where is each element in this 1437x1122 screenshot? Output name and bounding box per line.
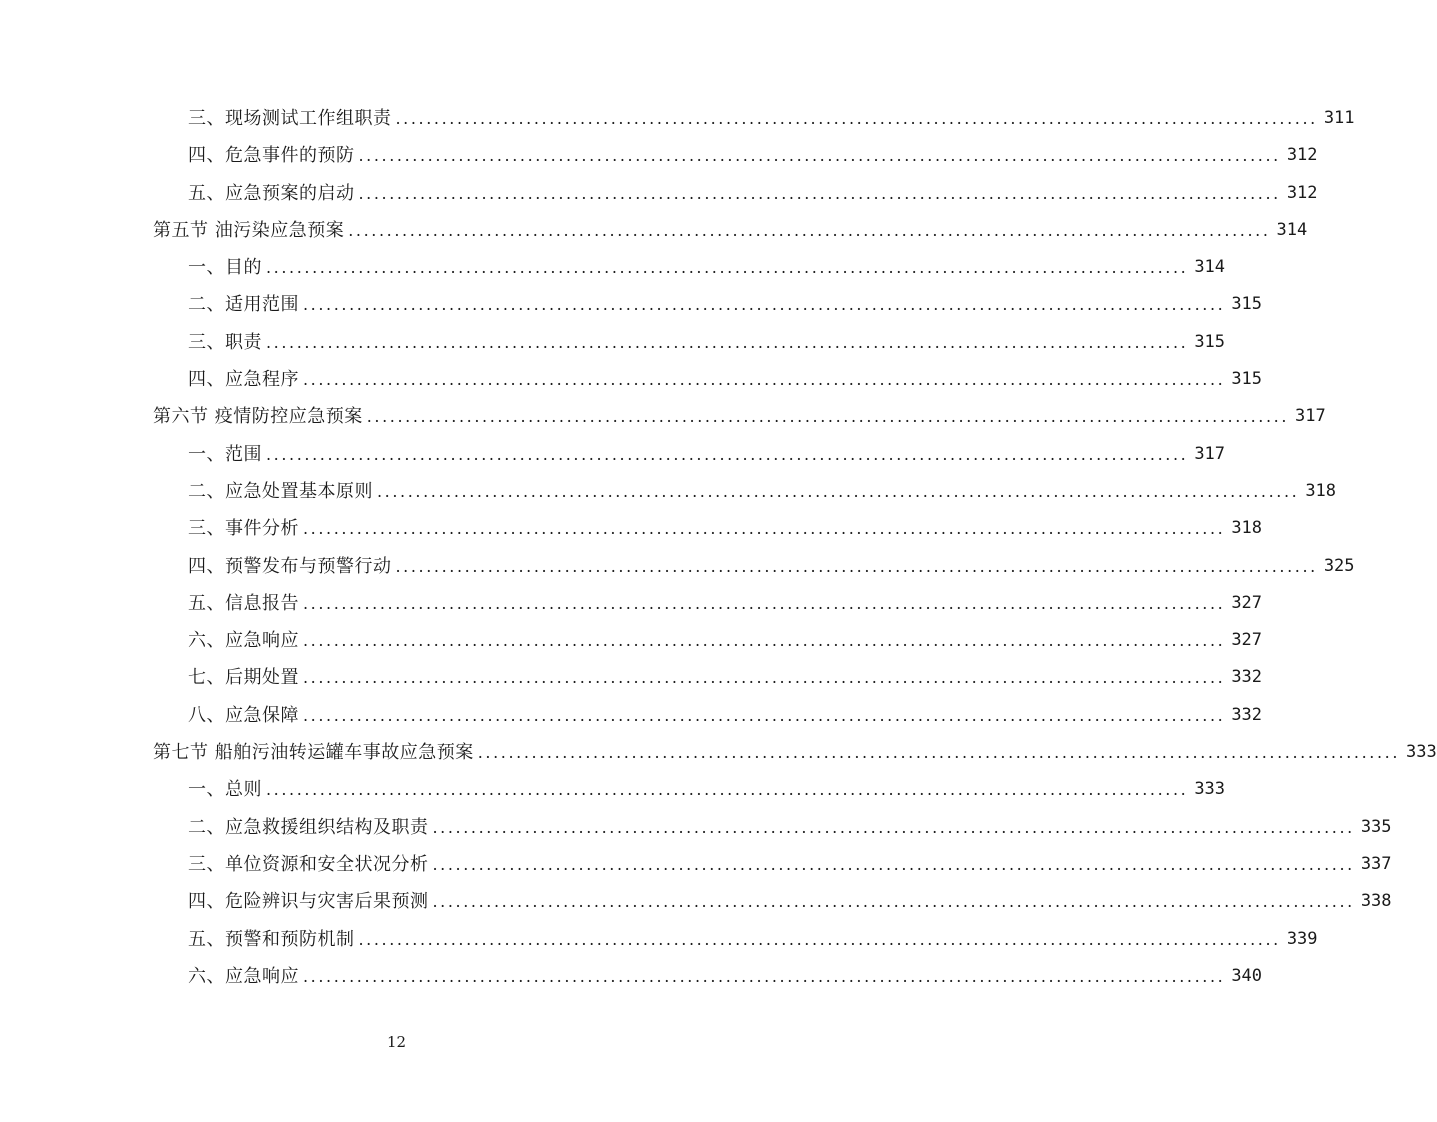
toc-entry-page-number: 340 xyxy=(1231,965,1263,986)
toc-entry-page-number: 314 xyxy=(1276,219,1308,240)
toc-entry-page-number: 333 xyxy=(1194,779,1226,800)
toc-entry-page-number: 314 xyxy=(1194,257,1226,278)
toc-entry-page-number: 318 xyxy=(1231,518,1263,539)
toc-dot-leader: ........................................................................................................................ xyxy=(303,668,1226,688)
toc-dot-leader: ........................................................................................................................ xyxy=(266,332,1189,352)
toc-dot-leader: ........................................................................................................................ xyxy=(266,444,1189,464)
toc-entry-title: 二、应急处置基本原则 xyxy=(188,480,373,502)
toc-entry-page-number: 333 xyxy=(1406,742,1437,763)
toc-subsection-entry[interactable] xyxy=(0,249,1226,286)
toc-subsection-entry[interactable] xyxy=(0,361,1263,398)
toc-entry-page-number: 315 xyxy=(1231,294,1263,315)
toc-entry-title: 四、应急程序 xyxy=(188,369,299,391)
toc-dot-leader: ........................................................................................................................ xyxy=(395,109,1318,128)
toc-entry-title: 五、信息报告 xyxy=(188,592,299,614)
toc-subsection-entry[interactable] xyxy=(0,548,1355,585)
toc-entry-page-number: 317 xyxy=(1194,443,1226,464)
toc-entry-title: 三、职责 xyxy=(188,331,262,353)
toc-entry-title: 四、危急事件的预防 xyxy=(188,145,355,167)
toc-entry-title: 四、危险辨识与灾害后果预测 xyxy=(188,891,429,913)
toc-dot-leader: ........................................................................................................................ xyxy=(303,295,1226,315)
toc-dot-leader: ........................................................................................................................ xyxy=(432,892,1355,912)
toc-entry-title: 七、后期处置 xyxy=(188,667,299,689)
toc-dot-leader: ........................................................................................................................ xyxy=(477,743,1401,763)
toc-subsection-entry[interactable] xyxy=(0,510,1263,547)
toc-subsection-entry[interactable] xyxy=(0,697,1263,734)
toc-entry-title: 六、应急响应 xyxy=(188,965,299,987)
toc-entry-page-number: 318 xyxy=(1305,480,1337,501)
toc-entry-page-number: 315 xyxy=(1231,369,1263,390)
toc-section-entry[interactable] xyxy=(0,734,1437,771)
toc-subsection-entry[interactable] xyxy=(0,436,1226,473)
toc-dot-leader: ........................................................................................................................ xyxy=(358,183,1281,203)
toc-entry-title: 五、预警和预防机制 xyxy=(188,928,355,950)
toc-entry-title: 三、事件分析 xyxy=(188,518,299,540)
toc-entry-page-number: 315 xyxy=(1194,331,1226,352)
toc-dot-leader: ........................................................................................................................ xyxy=(432,854,1355,874)
toc-dot-leader: ........................................................................................................................ xyxy=(303,966,1226,986)
toc-dot-leader: ........................................................................................................................ xyxy=(303,705,1226,725)
toc-entry-title: 八、应急保障 xyxy=(188,704,299,726)
toc-entry-page-number: 317 xyxy=(1295,406,1326,427)
toc-entry-title: 第七节 船舶污油转运罐车事故应急预案 xyxy=(153,742,474,764)
toc-subsection-entry[interactable] xyxy=(0,175,1318,212)
toc-entry-title: 一、总则 xyxy=(188,779,262,801)
toc-entry-title: 五、应急预案的启动 xyxy=(188,182,355,204)
toc-subsection-entry[interactable] xyxy=(0,921,1318,958)
toc-entry-title: 三、现场测试工作组职责 xyxy=(188,108,392,129)
toc-subsection-entry[interactable] xyxy=(0,958,1263,995)
toc-subsection-entry[interactable] xyxy=(0,659,1263,696)
toc-subsection-entry[interactable] xyxy=(0,585,1263,622)
toc-subsection-entry[interactable] xyxy=(0,137,1318,174)
toc-entry-title: 第六节 疫情防控应急预案 xyxy=(153,406,363,428)
toc-subsection-entry[interactable] xyxy=(0,883,1392,920)
toc-entry-title: 六、应急响应 xyxy=(188,630,299,652)
toc-entry-page-number: 311 xyxy=(1323,108,1355,128)
toc-entry-page-number: 312 xyxy=(1286,145,1318,166)
toc-entry-title: 第五节 油污染应急预案 xyxy=(153,219,345,241)
toc-subsection-entry[interactable] xyxy=(0,473,1337,510)
toc-entry-page-number: 338 xyxy=(1360,891,1392,912)
page-number: 12 xyxy=(386,1033,407,1051)
toc-entry-title: 二、适用范围 xyxy=(188,294,299,316)
toc-dot-leader: ........................................................................................................................ xyxy=(366,407,1290,427)
toc-subsection-entry[interactable] xyxy=(0,846,1392,883)
toc-entry-title: 三、单位资源和安全状况分析 xyxy=(188,853,429,875)
toc-section-entry[interactable] xyxy=(0,212,1308,249)
toc-subsection-entry[interactable] xyxy=(0,622,1263,659)
toc-dot-leader: ........................................................................................................................ xyxy=(303,519,1226,539)
toc-dot-leader: ........................................................................................................................ xyxy=(303,593,1226,613)
toc-entry-page-number: 337 xyxy=(1360,853,1392,874)
toc-entry-page-number: 327 xyxy=(1231,592,1263,613)
toc-dot-leader: ........................................................................................................................ xyxy=(432,817,1355,837)
toc-dot-leader: ........................................................................................................................ xyxy=(303,370,1226,390)
toc-dot-leader: ........................................................................................................................ xyxy=(303,631,1226,651)
toc-subsection-entry[interactable] xyxy=(0,771,1226,808)
toc-dot-leader: ........................................................................................................................ xyxy=(395,556,1318,576)
toc-subsection-entry[interactable] xyxy=(0,286,1263,323)
toc-dot-leader: ........................................................................................................................ xyxy=(377,481,1300,501)
toc-entry-page-number: 312 xyxy=(1286,182,1318,203)
toc-entry-page-number: 332 xyxy=(1231,667,1263,688)
toc-entry-page-number: 327 xyxy=(1231,630,1263,651)
toc-dot-leader: ........................................................................................................................ xyxy=(266,258,1189,278)
toc-section-entry[interactable] xyxy=(0,398,1326,435)
toc-entry-title: 一、目的 xyxy=(188,257,262,279)
table-of-contents xyxy=(0,100,1437,995)
toc-subsection-entry[interactable] xyxy=(0,324,1226,361)
toc-entry-page-number: 339 xyxy=(1286,928,1318,949)
toc-entry-title: 二、应急救援组织结构及职责 xyxy=(188,816,429,838)
toc-entry-page-number: 335 xyxy=(1360,816,1392,837)
toc-dot-leader: ........................................................................................................................ xyxy=(348,220,1271,240)
toc-entry-page-number: 332 xyxy=(1231,704,1263,725)
toc-subsection-entry[interactable] xyxy=(0,100,1355,137)
toc-dot-leader: ........................................................................................................................ xyxy=(358,929,1281,949)
toc-subsection-entry[interactable] xyxy=(0,809,1392,846)
toc-dot-leader: ........................................................................................................................ xyxy=(358,146,1281,166)
toc-dot-leader: ........................................................................................................................ xyxy=(266,780,1189,800)
toc-entry-page-number: 325 xyxy=(1323,555,1355,576)
toc-entry-title: 四、预警发布与预警行动 xyxy=(188,555,392,577)
toc-entry-title: 一、范围 xyxy=(188,443,262,465)
